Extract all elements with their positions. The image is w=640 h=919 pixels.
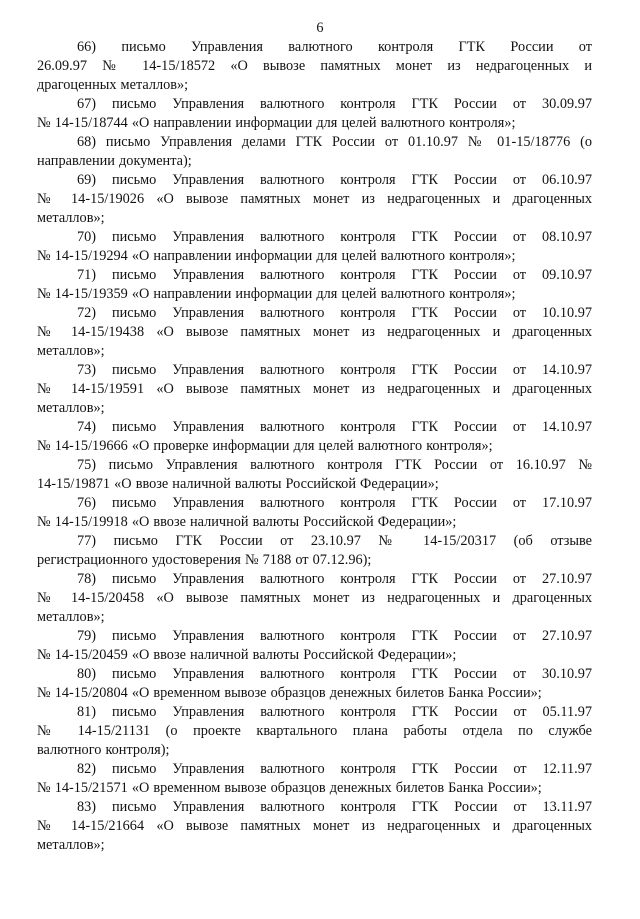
document-line: направлении документа);	[37, 153, 192, 169]
list-item-82	[37, 760, 592, 798]
list-item-71	[37, 266, 592, 304]
document-line: 73) письмо Управления валютного контроля ГТК России от 14.10.97	[77, 362, 592, 378]
document-line: № 14-15/21131 (о проекте квартального плана работы отдела по службе	[37, 723, 592, 739]
document-line: 14-15/19871 «О ввозе наличной валюты Российской Федерации»;	[37, 476, 439, 492]
page-number: 6	[316, 20, 324, 36]
document-line: 70) письмо Управления валютного контроля ГТК России от 08.10.97	[77, 229, 592, 245]
document-line: драгоценных металлов»;	[37, 77, 189, 93]
document-line: № 14-15/19026 «О вывозе памятных монет из недрагоценных и драгоценных	[37, 191, 592, 207]
document-line: 72) письмо Управления валютного контроля ГТК России от 10.10.97	[77, 305, 592, 321]
document-line: № 14-15/20458 «О вывозе памятных монет из недрагоценных и драгоценных	[37, 590, 592, 606]
document-line: № 14-15/21664 «О вывозе памятных монет из недрагоценных и драгоценных	[37, 818, 592, 834]
document-line: металлов»;	[37, 400, 105, 416]
document-line: 74) письмо Управления валютного контроля ГТК России от 14.10.97	[77, 419, 592, 435]
document-line: регистрационного удостоверения № 7188 от 07.12.96);	[37, 552, 372, 568]
document-line: 71) письмо Управления валютного контроля ГТК России от 09.10.97	[77, 267, 592, 283]
document-line: 79) письмо Управления валютного контроля ГТК России от 27.10.97	[77, 628, 592, 644]
document-line: № 14-15/19359 «О направлении информации для целей валютного контроля»;	[37, 286, 516, 302]
document-line: металлов»;	[37, 343, 105, 359]
list-item-68	[37, 133, 592, 171]
document-line: 76) письмо Управления валютного контроля ГТК России от 17.10.97	[77, 495, 592, 511]
list-item-70	[37, 228, 592, 266]
list-item-77	[37, 532, 592, 570]
list-item-66	[37, 38, 592, 95]
document-line: № 14-15/19591 «О вывозе памятных монет из недрагоценных и драгоценных	[37, 381, 592, 397]
document-line: 26.09.97 № 14-15/18572 «О вывозе памятных монет из недрагоценных и	[37, 58, 592, 74]
list-item-72	[37, 304, 592, 361]
list-item-76	[37, 494, 592, 532]
document-line: 80) письмо Управления валютного контроля ГТК России от 30.10.97	[77, 666, 592, 682]
document-line: № 14-15/21571 «О временном вывозе образцов денежных билетов Банка России»;	[37, 780, 542, 796]
document-line: № 14-15/19438 «О вывозе памятных монет из недрагоценных и драгоценных	[37, 324, 592, 340]
list-item-73	[37, 361, 592, 418]
document-line: 67) письмо Управления валютного контроля ГТК России от 30.09.97	[77, 96, 592, 112]
document-line: № 14-15/19294 «О направлении информации для целей валютного контроля»;	[37, 248, 516, 264]
document-line: 68) письмо Управления делами ГТК России от 01.10.97 № 01-15/18776 (о	[77, 134, 592, 150]
document-line: металлов»;	[37, 609, 105, 625]
list-item-75	[37, 456, 592, 494]
document-line: валютного контроля);	[37, 742, 170, 758]
document-line: 69) письмо Управления валютного контроля ГТК России от 06.10.97	[77, 172, 592, 188]
document-line: 82) письмо Управления валютного контроля ГТК России от 12.11.97	[77, 761, 592, 777]
list-item-74	[37, 418, 592, 456]
list-item-67	[37, 95, 592, 133]
document-line: 66) письмо Управления валютного контроля ГТК России от	[77, 39, 592, 55]
document-line: 83) письмо Управления валютного контроля ГТК России от 13.11.97	[77, 799, 592, 815]
list-item-69	[37, 171, 592, 228]
list-item-80	[37, 665, 592, 703]
document-line: № 14-15/20459 «О ввозе наличной валюты Российской Федерации»;	[37, 647, 457, 663]
list-item-81	[37, 703, 592, 760]
document-line: № 14-15/20804 «О временном вывозе образцов денежных билетов Банка России»;	[37, 685, 542, 701]
document-line: № 14-15/19666 «О проверке информации для целей валютного контроля»;	[37, 438, 493, 454]
document-line: № 14-15/19918 «О ввозе наличной валюты Российской Федерации»;	[37, 514, 457, 530]
document-line: 77) письмо ГТК России от 23.10.97 № 14-15/20317 (об отзыве	[77, 533, 592, 549]
document-line: 78) письмо Управления валютного контроля ГТК России от 27.10.97	[77, 571, 592, 587]
document-page	[0, 19, 640, 919]
list-item-79	[37, 627, 592, 665]
document-line: металлов»;	[37, 210, 105, 226]
document-line: металлов»;	[37, 837, 105, 853]
list-item-78	[37, 570, 592, 627]
list-item-83	[37, 798, 592, 855]
document-line: № 14-15/18744 «О направлении информации для целей валютного контроля»;	[37, 115, 516, 131]
document-line: 75) письмо Управления валютного контроля ГТК России от 16.10.97 №	[77, 457, 592, 473]
document-body	[37, 38, 592, 855]
document-line: 81) письмо Управления валютного контроля ГТК России от 05.11.97	[77, 704, 592, 720]
